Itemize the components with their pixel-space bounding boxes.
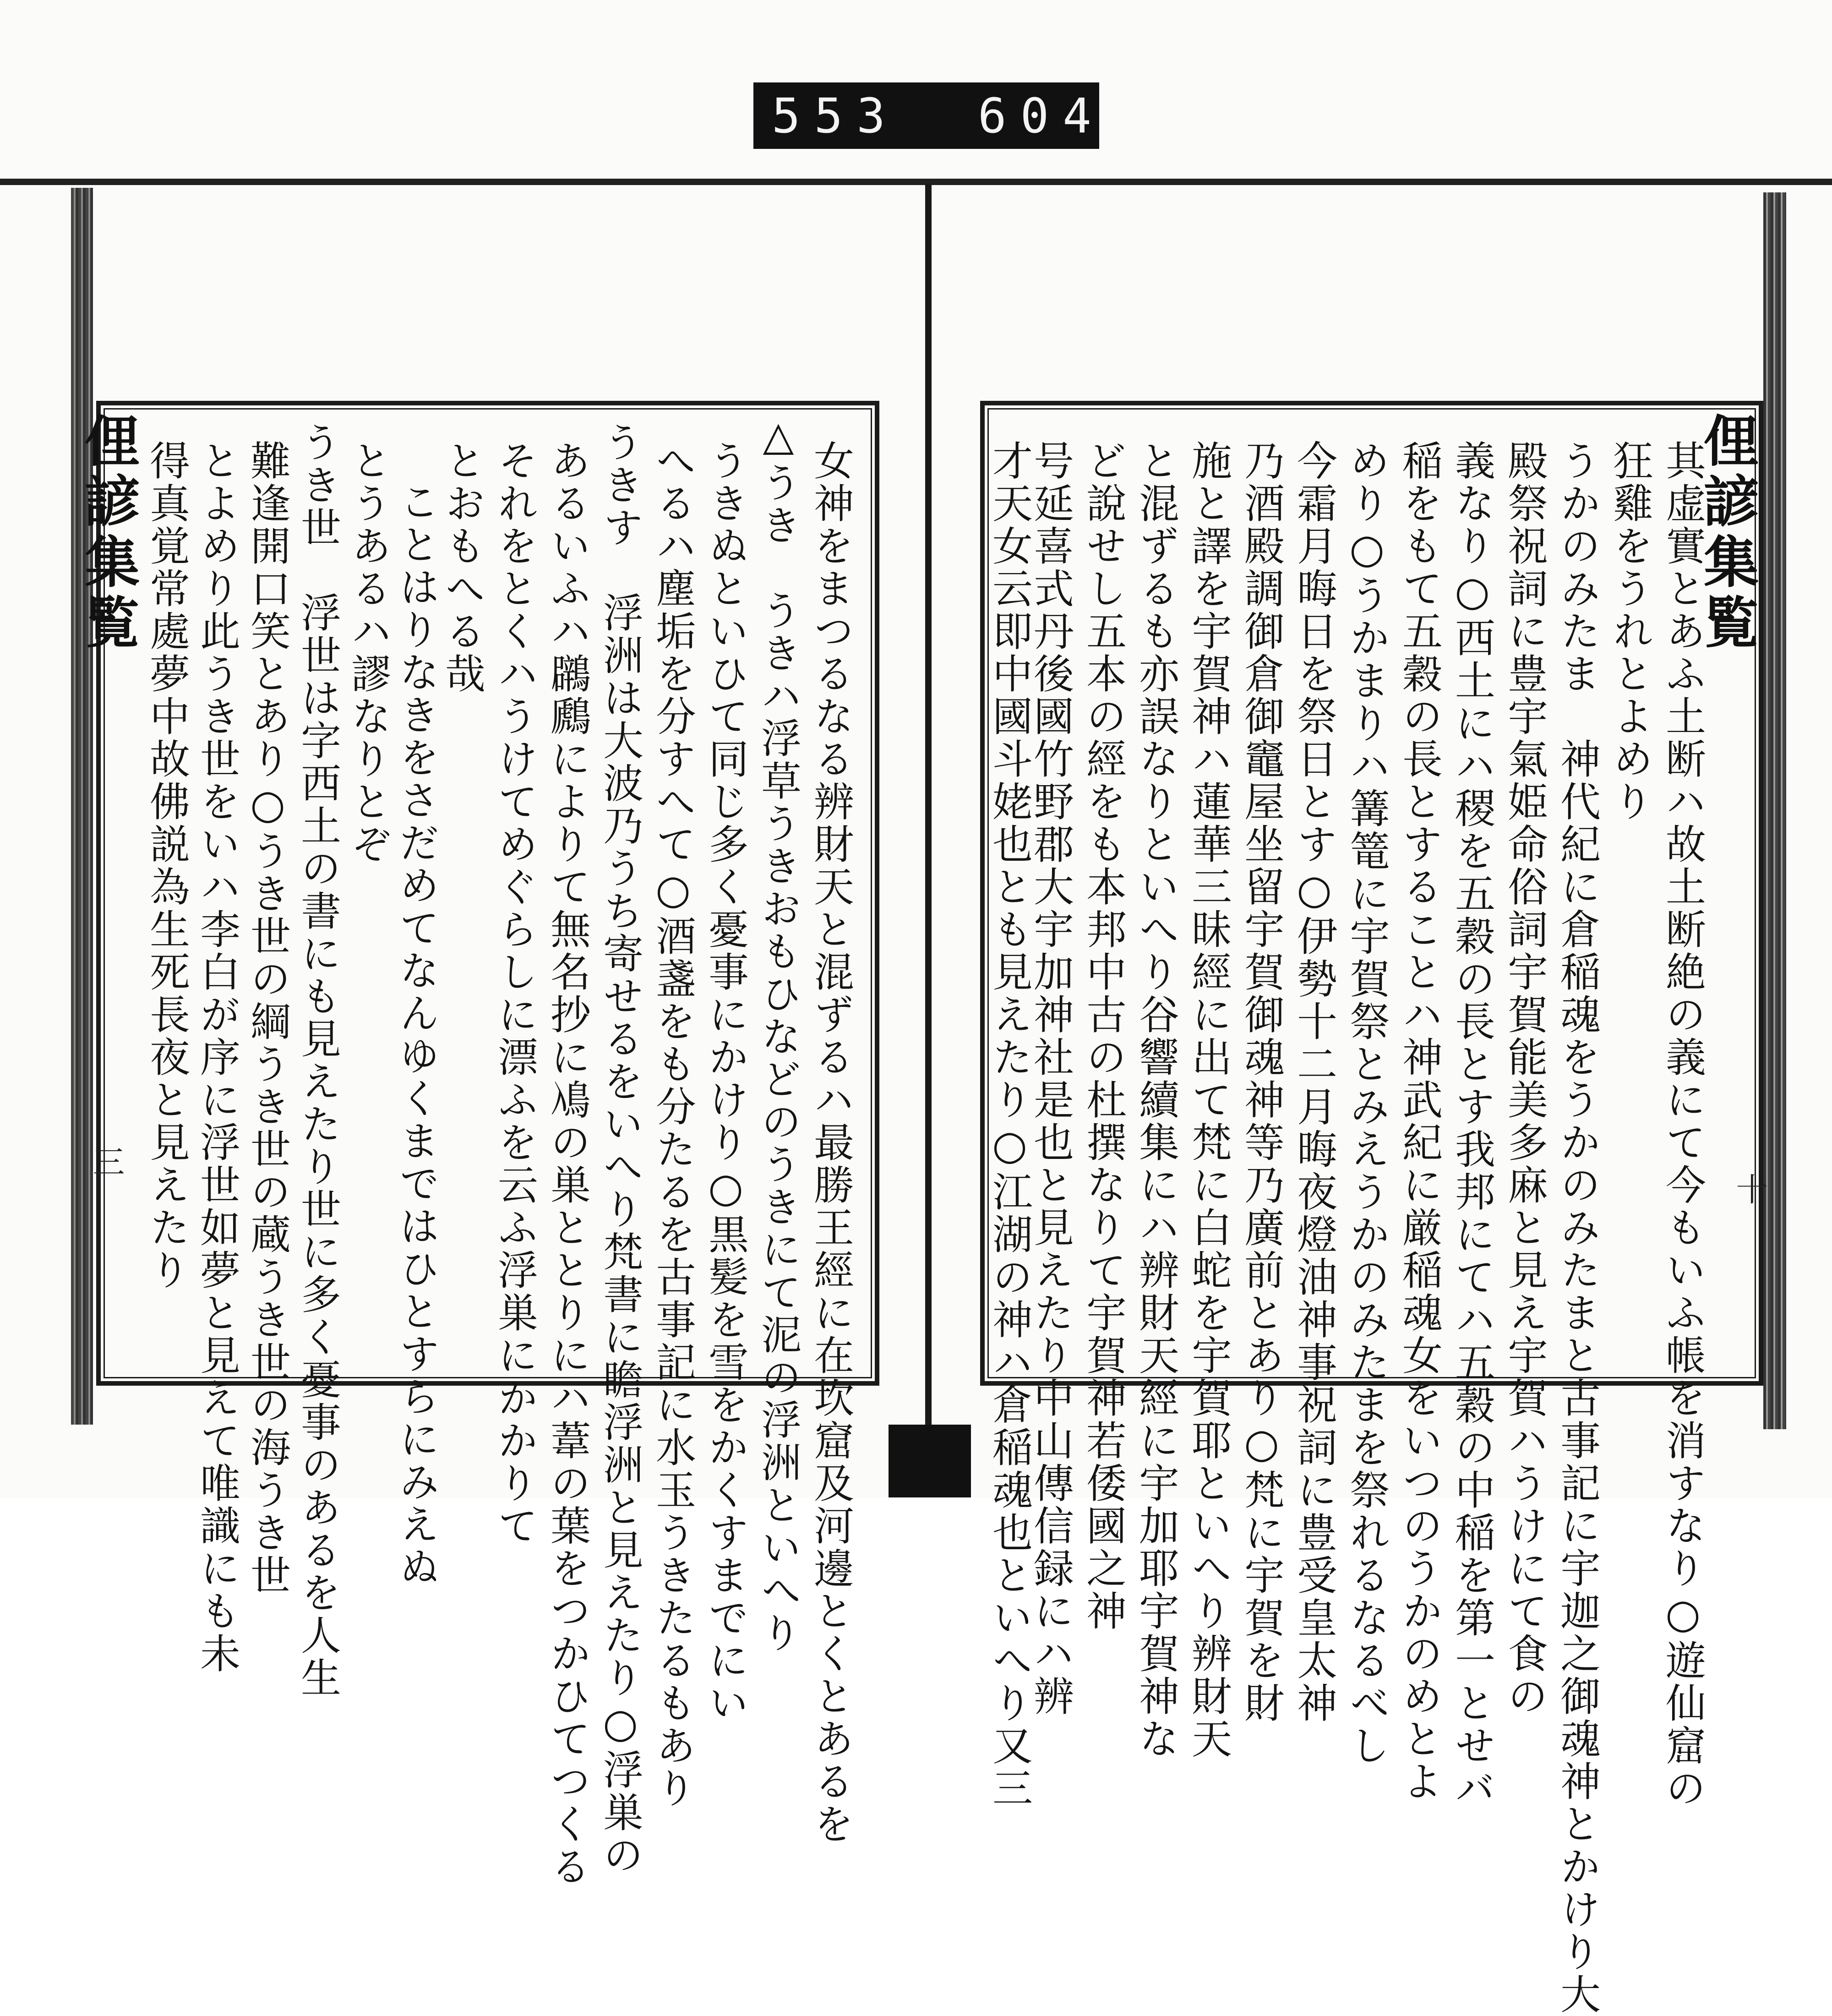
left-text-column: それをとくハうけてめぐらしに漂ふを云ふ浮巣にかかりて [491,440,539,1547]
left-text-column: ことはりなきをさだめてなんゆくまではひとすらにみえぬ [393,481,440,1589]
left-text-column: うきす 浮洲は大波乃うち寄せるをいへり梵書に瞻浮洲と見えたり○浮巣の [597,421,644,1877]
right-folio: 十 [1731,1173,1768,1205]
film-number-right: 604 [978,87,1105,144]
left-text-column: とよめり此うき世をいハ李白が序に浮世如夢と見えて唯識にも未 [194,440,241,1675]
right-text-column: と混ずるも亦誤なりといへり谷響續集にハ辨財天經に宇加耶宇賀神な [1133,440,1180,1760]
left-text-column: うき世 浮世は字西土の書にも見えたり世に多く憂事のあるを人生 [294,421,342,1699]
right-text-column: 其虚實とあふ土断ハ故土断絶の義にて今もいふ帳を消すなり○遊仙窟の [1659,440,1707,1810]
left-hashira-title: 俚諺集覧 [76,412,140,654]
right-text-column: 狂雞をうれとよめり [1607,440,1654,823]
left-text-column: 難逢開口笑とあり○うき世の綱うき世の蔵うき世の海うき世 [244,440,291,1597]
right-text-column: めり○うかまりハ篝篭に宇賀祭とみえうかのみたまを祭れるなるべし [1343,440,1390,1767]
left-text-column: うきぬといひて同じ多く憂事にかけり○黒髪を雪をかくすまでにい [702,440,749,1725]
left-text-column: とうあるハ謬なりとぞ [345,440,392,866]
left-text-column: へるハ塵垢を分すへて○酒盞をも分たるを古事記に水玉うきたるもあり [649,440,697,1810]
center-gutter [925,183,932,1457]
right-text-column: 施と譯を宇賀神ハ蓮華三昧經に出て梵に白蛇を宇賀耶といへり辨財天 [1185,440,1232,1760]
right-binding-edge [1763,192,1786,1429]
right-text-column: 号延喜式丹後國竹野郡大宇加神社是也と見えたり中山傳信録にハ辨 [1027,440,1074,1718]
left-text-column: 女神をまつるなる辨財天と混ずるハ最勝王經に在坎窟及河邊とくとあるを [807,440,855,1846]
gutter-shadow-block [889,1425,971,1497]
right-text-column: うかのみたま 神代紀に倉稲魂をうかのみたまと古事記に宇迦之御魂神とかけり大 [1554,440,1601,2016]
film-number-label [753,82,1105,149]
left-text-column: 得真覚常處夢中故佛説為生死長夜と見えたり [143,440,191,1292]
right-text-column: 義なり○西土にハ稷を五穀の長とす我邦にてハ五穀の中稲を第一とせバ [1449,440,1496,1810]
left-binding-edge [71,188,93,1425]
left-text-column: あるいふハ鸊鷉によりて無名抄に鳰の巣ととりにハ葦の葉をつかひてつくる [544,440,591,1888]
right-text-column: 稲をもて五穀の長とすることハ神武紀に厳稲魂女をいつのうかのめとよ [1396,440,1443,1803]
right-text-column: ど說せし五本の經をも本邦中古の杜撰なりて宇賀神若倭國之神 [1080,440,1127,1633]
right-hashira-title: 俚諺集覧 [1695,412,1759,654]
film-number-left: 553 [772,87,899,144]
right-text-column: 今霜月晦日を祭日とす○伊勢十二月晦夜燈油神事祝詞に豊受皇太神 [1291,440,1338,1725]
left-text-column: △うき うきハ浮草うきおもひなどのうきにて泥の浮洲といへり [755,412,802,1655]
right-text-column: 才天女云即中國斗姥也とも見えたり○江湖の神ハ倉稲魂也といへり又三 [986,440,1033,1810]
right-text-column: 殿祭祝詞に豊宇氣姫命俗詞宇賀能美多麻と見え宇賀ハうけにて食の [1501,440,1548,1718]
right-text-column: 乃酒殿調御倉御竈屋坐留宇賀御魂神等乃廣前とあり○梵に宇賀を財 [1238,440,1285,1725]
left-text-column: とおもへる哉 [439,440,486,695]
left-folio: 三 [87,1145,125,1177]
